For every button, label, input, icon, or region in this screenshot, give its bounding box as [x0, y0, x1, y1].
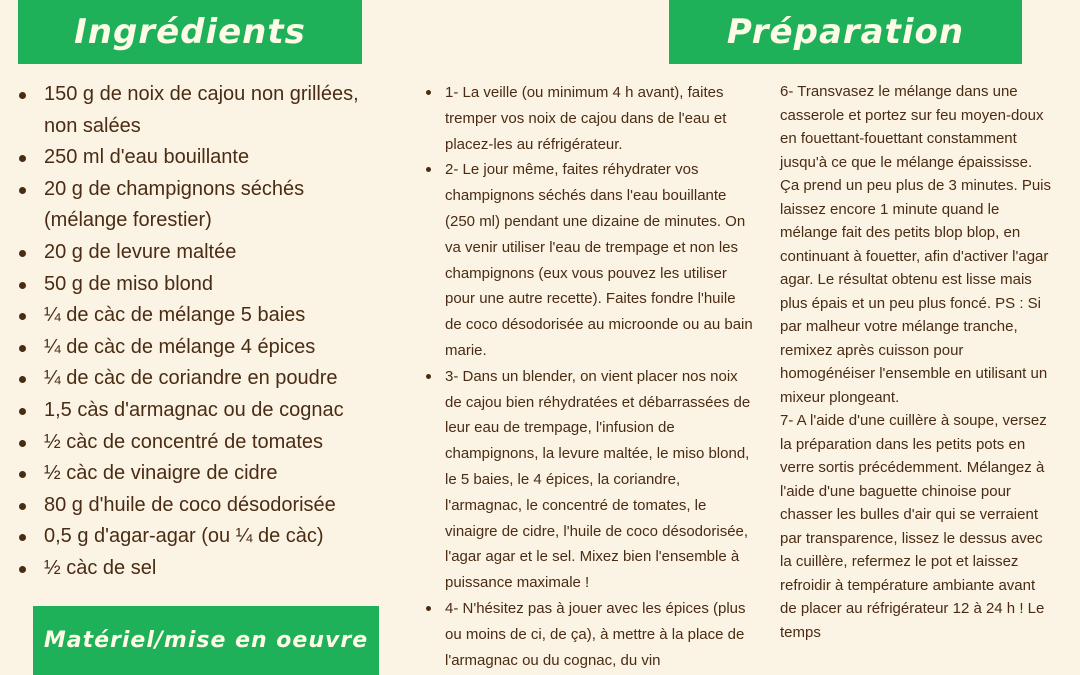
ingredient-item: 150 g de noix de cajou non grillées, non salées — [18, 79, 363, 142]
ingredient-item: 0,5 g d'agar-agar (ou ¼ de càc) — [18, 521, 363, 553]
ingredient-item: 80 g d'huile de coco désodorisée — [18, 490, 363, 522]
preparation-step-6: 6- Transvasez le mélange dans une casserole et portez sur feu moyen-doux en fouettant-fouettant constamment jusqu'à ce que le mélange épaississe. Ça prend un peu plus de 3 minutes. Puis laissez encore 1 minute quand le mélange fait des petits blop blop, en continuant à fouetter, afin d'activer l'agar agar. Le résultat obtenu est lisse mais plus épais et un peu plus foncé. PS : Si par malheur votre mélange tranche, remixez après cuisson pour homogénéiser l'ensemble en utilisant un mixeur plongeant. — [780, 83, 1052, 406]
preparation-step-3: 3- Dans un blender, on vient placer nos noix de cajou bien réhydratées et débarrassées de leur eau de trempage, l'infusion de champignons, la levure maltée, le miso blond, le 5 baies, le 4 épices, la coriandre, l'armagnac, le concentré de tomates, le vinaigre de cidre, l'huile de coco désodorisée, l'agar agar et le sel. Mixez bien l'ensemble à puissance maximale ! — [425, 364, 755, 596]
preparation-step-4: 4- N'hésitez pas à jouer avec les épices (plus ou moins de ci, de ça), à mettre à la place de l'armagnac ou du cognac, du vin — [425, 596, 755, 673]
preparation-step-7: 7- A l'aide d'une cuillère à soupe, versez la préparation dans les petits pots en verre sortis précédemment. Mélangez à l'aide d'une baguette chinoise pour chasser les bulles d'air qui se verraient par transparence, lissez le dessus avec la cuillère, refermez le pot et laissez refroidir à température ambiante avant de placer au réfrigérateur 12 à 24 h ! Le temps — [780, 412, 1047, 641]
preparation-steps-list — [425, 80, 755, 673]
ingredients-list — [18, 79, 363, 585]
ingredient-item: ¼ de càc de mélange 4 épices — [18, 332, 363, 364]
ingredient-item: ¼ de càc de mélange 5 baies — [18, 300, 363, 332]
ingredient-item: 1,5 càs d'armagnac ou de cognac — [18, 395, 363, 427]
ingredient-item: ¼ de càc de coriandre en poudre — [18, 363, 363, 395]
ingredient-item: 20 g de champignons séchés (mélange forestier) — [18, 174, 363, 237]
ingredient-item: ½ càc de sel — [18, 553, 363, 585]
ingredients-header: Ingrédients — [18, 0, 362, 64]
preparation-header: Préparation — [669, 0, 1022, 64]
ingredient-item: ½ càc de concentré de tomates — [18, 427, 363, 459]
ingredient-item: 50 g de miso blond — [18, 269, 363, 301]
preparation-column-3 — [780, 80, 1055, 644]
materiel-header: Matériel/mise en oeuvre — [33, 606, 379, 675]
preparation-step-1: 1- La veille (ou minimum 4 h avant), faites tremper vos noix de cajou dans de l'eau et placez-les au réfrigérateur. — [425, 80, 755, 157]
preparation-step-2: 2- Le jour même, faites réhydrater vos champignons séchés dans l'eau bouillante (250 ml) pendant une dizaine de minutes. On va venir utiliser l'eau de trempage et non les champignons (eux vous pouvez les utiliser pour une autre recette). Faites fondre l'huile de coco désodorisée au microonde ou au bain marie. — [425, 157, 755, 363]
ingredient-item: 20 g de levure maltée — [18, 237, 363, 269]
ingredient-item: ½ càc de vinaigre de cidre — [18, 458, 363, 490]
ingredient-item: 250 ml d'eau bouillante — [18, 142, 363, 174]
